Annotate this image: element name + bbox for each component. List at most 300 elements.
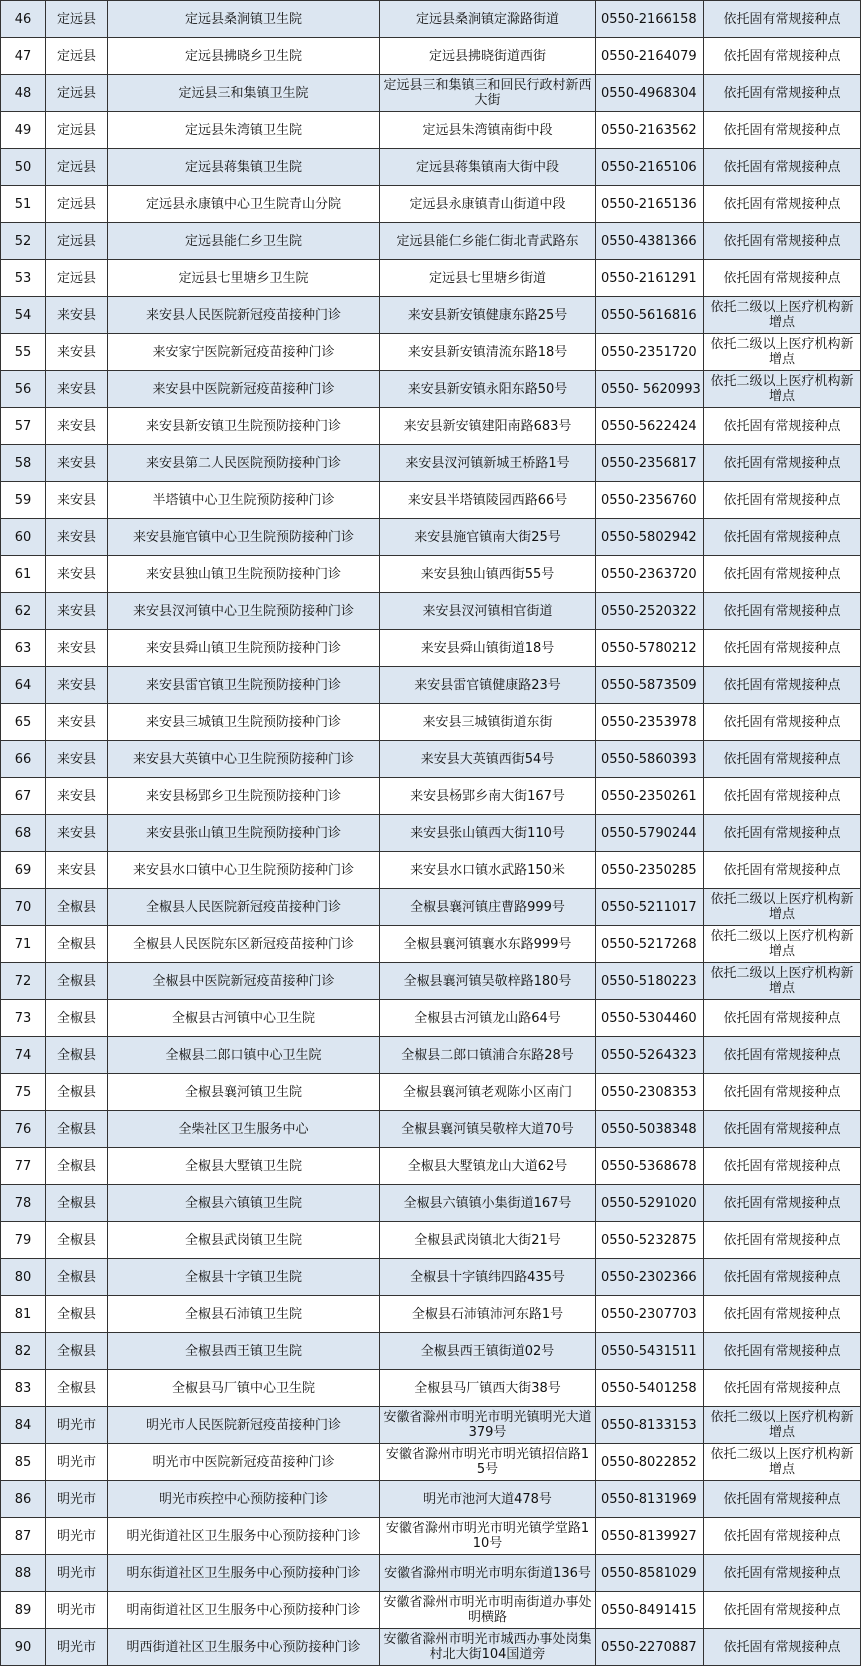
site-type-cell: 依托固有常规接种点 [704,1481,861,1518]
site-type-cell: 依托二级以上医疗机构新增点 [704,926,861,963]
phone-cell: 0550-5211017 [596,889,704,926]
table-row [1,371,861,408]
county-cell: 明光市 [46,1444,108,1481]
site-type-cell: 依托固有常规接种点 [704,704,861,741]
phone-cell: 0550-2308353 [596,1074,704,1111]
address-cell: 定远县永康镇青山街道中段 [380,186,596,223]
site-type-cell: 依托固有常规接种点 [704,1518,861,1555]
address-cell: 安徽省滁州市明光市城西办事处岗集村北大街104国道旁 [380,1629,596,1666]
row-number: 46 [1,1,46,38]
site-type-cell: 依托固有常规接种点 [704,1333,861,1370]
site-type-cell: 依托二级以上医疗机构新增点 [704,334,861,371]
table-row [1,149,861,186]
county-cell: 全椒县 [46,1000,108,1037]
address-cell: 全椒县武岗镇北大街21号 [380,1222,596,1259]
row-number: 71 [1,926,46,963]
site-type-cell: 依托固有常规接种点 [704,112,861,149]
site-type-cell: 依托固有常规接种点 [704,1370,861,1407]
table-row [1,1592,861,1629]
county-cell: 定远县 [46,38,108,75]
site-type-cell: 依托固有常规接种点 [704,815,861,852]
row-number: 63 [1,630,46,667]
address-cell: 来安县新安镇永阳东路50号 [380,371,596,408]
row-number: 55 [1,334,46,371]
site-type-cell: 依托固有常规接种点 [704,1629,861,1666]
county-cell: 全椒县 [46,1222,108,1259]
phone-cell: 0550-5264323 [596,1037,704,1074]
phone-cell: 0550-5802942 [596,519,704,556]
phone-cell: 0550-5616816 [596,297,704,334]
county-cell: 全椒县 [46,1037,108,1074]
site-name-cell: 全椒县十字镇卫生院 [108,1259,380,1296]
county-cell: 全椒县 [46,1259,108,1296]
county-cell: 定远县 [46,75,108,112]
site-type-cell: 依托固有常规接种点 [704,1296,861,1333]
table-row [1,1259,861,1296]
site-name-cell: 定远县桑涧镇卫生院 [108,1,380,38]
county-cell: 定远县 [46,1,108,38]
address-cell: 来安县独山镇西街55号 [380,556,596,593]
phone-cell: 0550-8022852 [596,1444,704,1481]
phone-cell: 0550-4381366 [596,223,704,260]
row-number: 68 [1,815,46,852]
site-name-cell: 全椒县襄河镇卫生院 [108,1074,380,1111]
site-name-cell: 定远县蒋集镇卫生院 [108,149,380,186]
phone-cell: 0550-8139927 [596,1518,704,1555]
address-cell: 全椒县襄河镇吴敬梓大道70号 [380,1111,596,1148]
phone-cell: 0550-5291020 [596,1185,704,1222]
row-number: 61 [1,556,46,593]
county-cell: 来安县 [46,704,108,741]
row-number: 84 [1,1407,46,1444]
address-cell: 定远县能仁乡能仁街北青武路东 [380,223,596,260]
address-cell: 来安县汊河镇新城王桥路1号 [380,445,596,482]
county-cell: 来安县 [46,519,108,556]
row-number: 47 [1,38,46,75]
site-name-cell: 全椒县人民医院东区新冠疫苗接种门诊 [108,926,380,963]
site-type-cell: 依托固有常规接种点 [704,75,861,112]
address-cell: 来安县施官镇南大街25号 [380,519,596,556]
county-cell: 来安县 [46,593,108,630]
row-number: 74 [1,1037,46,1074]
site-type-cell: 依托固有常规接种点 [704,778,861,815]
address-cell: 定远县朱湾镇南街中段 [380,112,596,149]
county-cell: 全椒县 [46,926,108,963]
row-number: 70 [1,889,46,926]
site-type-cell: 依托固有常规接种点 [704,445,861,482]
county-cell: 来安县 [46,741,108,778]
county-cell: 定远县 [46,223,108,260]
site-name-cell: 来安县舜山镇卫生院预防接种门诊 [108,630,380,667]
table-row [1,1481,861,1518]
site-type-cell: 依托固有常规接种点 [704,149,861,186]
site-type-cell: 依托固有常规接种点 [704,1037,861,1074]
table-row [1,704,861,741]
address-cell: 全椒县襄河镇襄水东路999号 [380,926,596,963]
row-number: 85 [1,1444,46,1481]
address-cell: 全椒县十字镇纬四路435号 [380,1259,596,1296]
address-cell: 全椒县古河镇龙山路64号 [380,1000,596,1037]
table-row [1,815,861,852]
table-row [1,556,861,593]
address-cell: 全椒县襄河镇庄曹路999号 [380,889,596,926]
county-cell: 明光市 [46,1555,108,1592]
row-number: 58 [1,445,46,482]
phone-cell: 0550-2163562 [596,112,704,149]
site-type-cell: 依托固有常规接种点 [704,1000,861,1037]
site-name-cell: 来安家宁医院新冠疫苗接种门诊 [108,334,380,371]
site-name-cell: 来安县第二人民医院预防接种门诊 [108,445,380,482]
table-row [1,630,861,667]
phone-cell: 0550-5790244 [596,815,704,852]
site-type-cell: 依托固有常规接种点 [704,38,861,75]
county-cell: 明光市 [46,1592,108,1629]
address-cell: 安徽省滁州市明光市明光镇学堂路110号 [380,1518,596,1555]
site-name-cell: 来安县水口镇中心卫生院预防接种门诊 [108,852,380,889]
county-cell: 定远县 [46,112,108,149]
address-cell: 全椒县六镇镇小集街道167号 [380,1185,596,1222]
county-cell: 全椒县 [46,963,108,1000]
table-row [1,1222,861,1259]
site-name-cell: 全椒县大墅镇卫生院 [108,1148,380,1185]
site-type-cell: 依托固有常规接种点 [704,1259,861,1296]
table-row [1,1444,861,1481]
address-cell: 全椒县襄河镇老观陈小区南门 [380,1074,596,1111]
phone-cell: 0550-5401258 [596,1370,704,1407]
site-type-cell: 依托固有常规接种点 [704,1222,861,1259]
table-row [1,1555,861,1592]
site-type-cell: 依托二级以上医疗机构新增点 [704,1407,861,1444]
site-type-cell: 依托固有常规接种点 [704,556,861,593]
site-name-cell: 明光市人民医院新冠疫苗接种门诊 [108,1407,380,1444]
table-row [1,926,861,963]
address-cell: 定远县拂晓街道西街 [380,38,596,75]
site-name-cell: 来安县张山镇卫生院预防接种门诊 [108,815,380,852]
site-name-cell: 明西街道社区卫生服务中心预防接种门诊 [108,1629,380,1666]
row-number: 89 [1,1592,46,1629]
county-cell: 全椒县 [46,1370,108,1407]
site-name-cell: 明光市中医院新冠疫苗接种门诊 [108,1444,380,1481]
site-type-cell: 依托固有常规接种点 [704,1555,861,1592]
county-cell: 全椒县 [46,1333,108,1370]
address-cell: 定远县桑涧镇定滁路街道 [380,1,596,38]
county-cell: 来安县 [46,556,108,593]
address-cell: 来安县汊河镇相官街道 [380,593,596,630]
site-name-cell: 定远县三和集镇卫生院 [108,75,380,112]
phone-cell: 0550-2307703 [596,1296,704,1333]
site-name-cell: 全椒县武岗镇卫生院 [108,1222,380,1259]
table-row [1,260,861,297]
county-cell: 来安县 [46,778,108,815]
site-type-cell: 依托固有常规接种点 [704,593,861,630]
table-row [1,445,861,482]
county-cell: 明光市 [46,1518,108,1555]
site-type-cell: 依托二级以上医疗机构新增点 [704,371,861,408]
table-row [1,667,861,704]
row-number: 72 [1,963,46,1000]
phone-cell: 0550-2270887 [596,1629,704,1666]
table-row [1,778,861,815]
row-number: 65 [1,704,46,741]
address-cell: 全椒县西王镇街道02号 [380,1333,596,1370]
site-type-cell: 依托固有常规接种点 [704,667,861,704]
site-name-cell: 全椒县马厂镇中心卫生院 [108,1370,380,1407]
address-cell: 来安县半塔镇陵园西路66号 [380,482,596,519]
site-name-cell: 全柴社区卫生服务中心 [108,1111,380,1148]
row-number: 56 [1,371,46,408]
county-cell: 全椒县 [46,1148,108,1185]
phone-cell: 0550-8581029 [596,1555,704,1592]
address-cell: 安徽省滁州市明光市明东街道136号 [380,1555,596,1592]
site-type-cell: 依托二级以上医疗机构新增点 [704,963,861,1000]
table-row [1,482,861,519]
site-name-cell: 来安县杨郢乡卫生院预防接种门诊 [108,778,380,815]
table-row [1,1629,861,1666]
table-row [1,889,861,926]
phone-cell: 0550-2520322 [596,593,704,630]
address-cell: 明光市池河大道478号 [380,1481,596,1518]
phone-cell: 0550-2356817 [596,445,704,482]
phone-cell: 0550-8491415 [596,1592,704,1629]
county-cell: 来安县 [46,334,108,371]
table-row [1,408,861,445]
table-row [1,1037,861,1074]
row-number: 69 [1,852,46,889]
site-name-cell: 明南街道社区卫生服务中心预防接种门诊 [108,1592,380,1629]
phone-cell: 0550-5431511 [596,1333,704,1370]
table-row [1,112,861,149]
address-cell: 来安县舜山镇街道18号 [380,630,596,667]
site-name-cell: 定远县拂晓乡卫生院 [108,38,380,75]
county-cell: 明光市 [46,1629,108,1666]
row-number: 77 [1,1148,46,1185]
site-name-cell: 来安县三城镇卫生院预防接种门诊 [108,704,380,741]
phone-cell: 0550-5180223 [596,963,704,1000]
phone-cell: 0550-5780212 [596,630,704,667]
row-number: 73 [1,1000,46,1037]
site-name-cell: 定远县朱湾镇卫生院 [108,112,380,149]
phone-cell: 0550-2164079 [596,38,704,75]
site-type-cell: 依托固有常规接种点 [704,1111,861,1148]
address-cell: 来安县杨郢乡南大街167号 [380,778,596,815]
table-row [1,741,861,778]
address-cell: 全椒县襄河镇吴敬梓路180号 [380,963,596,1000]
table-row [1,593,861,630]
address-cell: 定远县三和集镇三和回民行政村新西大街 [380,75,596,112]
address-cell: 全椒县大墅镇龙山大道62号 [380,1148,596,1185]
address-cell: 来安县新安镇清流东路18号 [380,334,596,371]
phone-cell: 0550-2351720 [596,334,704,371]
phone-cell: 0550-2350261 [596,778,704,815]
table-row [1,1148,861,1185]
row-number: 51 [1,186,46,223]
phone-cell: 0550-5038348 [596,1111,704,1148]
phone-cell: 0550-5232875 [596,1222,704,1259]
site-name-cell: 来安县雷官镇卫生院预防接种门诊 [108,667,380,704]
site-name-cell: 明光市疾控中心预防接种门诊 [108,1481,380,1518]
row-number: 82 [1,1333,46,1370]
row-number: 88 [1,1555,46,1592]
address-cell: 来安县三城镇街道东街 [380,704,596,741]
address-cell: 定远县蒋集镇南大街中段 [380,149,596,186]
row-number: 81 [1,1296,46,1333]
site-name-cell: 来安县独山镇卫生院预防接种门诊 [108,556,380,593]
address-cell: 安徽省滁州市明光市明南街道办事处明横路 [380,1592,596,1629]
row-number: 49 [1,112,46,149]
row-number: 78 [1,1185,46,1222]
site-type-cell: 依托固有常规接种点 [704,482,861,519]
site-name-cell: 来安县大英镇中心卫生院预防接种门诊 [108,741,380,778]
table-row [1,297,861,334]
site-type-cell: 依托固有常规接种点 [704,1592,861,1629]
phone-cell: 0550-8131969 [596,1481,704,1518]
address-cell: 全椒县二郎口镇浦合东路28号 [380,1037,596,1074]
address-cell: 安徽省滁州市明光市明光镇明光大道379号 [380,1407,596,1444]
site-type-cell: 依托固有常规接种点 [704,630,861,667]
site-type-cell: 依托二级以上医疗机构新增点 [704,889,861,926]
site-name-cell: 全椒县西王镇卫生院 [108,1333,380,1370]
site-type-cell: 依托固有常规接种点 [704,519,861,556]
table-row [1,223,861,260]
table-row [1,519,861,556]
site-type-cell: 依托固有常规接种点 [704,741,861,778]
site-name-cell: 来安县施官镇中心卫生院预防接种门诊 [108,519,380,556]
row-number: 64 [1,667,46,704]
site-name-cell: 全椒县中医院新冠疫苗接种门诊 [108,963,380,1000]
phone-cell: 0550-2165106 [596,149,704,186]
table-row [1,75,861,112]
county-cell: 来安县 [46,445,108,482]
county-cell: 明光市 [46,1481,108,1518]
address-cell: 定远县七里塘乡街道 [380,260,596,297]
site-type-cell: 依托二级以上医疗机构新增点 [704,297,861,334]
phone-cell: 0550-8133153 [596,1407,704,1444]
table-row [1,1333,861,1370]
table-row [1,334,861,371]
phone-cell: 0550-4968304 [596,75,704,112]
phone-cell: 0550-5873509 [596,667,704,704]
site-type-cell: 依托固有常规接种点 [704,1148,861,1185]
row-number: 86 [1,1481,46,1518]
row-number: 75 [1,1074,46,1111]
county-cell: 定远县 [46,149,108,186]
site-type-cell: 依托固有常规接种点 [704,260,861,297]
county-cell: 来安县 [46,852,108,889]
row-number: 62 [1,593,46,630]
site-name-cell: 定远县七里塘乡卫生院 [108,260,380,297]
address-cell: 全椒县马厂镇西大街38号 [380,1370,596,1407]
site-name-cell: 全椒县石沛镇卫生院 [108,1296,380,1333]
county-cell: 全椒县 [46,1185,108,1222]
phone-cell: 0550-2356760 [596,482,704,519]
table-row [1,1111,861,1148]
address-cell: 来安县雷官镇健康路23号 [380,667,596,704]
row-number: 66 [1,741,46,778]
phone-cell: 0550- 5620993 [596,371,704,408]
row-number: 60 [1,519,46,556]
site-name-cell: 全椒县人民医院新冠疫苗接种门诊 [108,889,380,926]
address-cell: 来安县张山镇西大街110号 [380,815,596,852]
county-cell: 明光市 [46,1407,108,1444]
site-name-cell: 明光街道社区卫生服务中心预防接种门诊 [108,1518,380,1555]
table-row [1,1518,861,1555]
phone-cell: 0550-2302366 [596,1259,704,1296]
phone-cell: 0550-2161291 [596,260,704,297]
table-row [1,1000,861,1037]
site-name-cell: 定远县能仁乡卫生院 [108,223,380,260]
row-number: 54 [1,297,46,334]
table-row [1,852,861,889]
site-name-cell: 来安县人民医院新冠疫苗接种门诊 [108,297,380,334]
table-row [1,1296,861,1333]
site-type-cell: 依托固有常规接种点 [704,408,861,445]
table-row [1,1,861,38]
row-number: 50 [1,149,46,186]
site-type-cell: 依托固有常规接种点 [704,1,861,38]
table-row [1,38,861,75]
site-type-cell: 依托固有常规接种点 [704,1074,861,1111]
row-number: 83 [1,1370,46,1407]
address-cell: 来安县新安镇建阳南路683号 [380,408,596,445]
site-type-cell: 依托固有常规接种点 [704,186,861,223]
site-name-cell: 全椒县二郎口镇中心卫生院 [108,1037,380,1074]
table-row [1,186,861,223]
phone-cell: 0550-2363720 [596,556,704,593]
address-cell: 安徽省滁州市明光市明光镇招信路15号 [380,1444,596,1481]
phone-cell: 0550-2353978 [596,704,704,741]
row-number: 67 [1,778,46,815]
address-cell: 来安县新安镇健康东路25号 [380,297,596,334]
row-number: 57 [1,408,46,445]
county-cell: 来安县 [46,815,108,852]
address-cell: 来安县大英镇西街54号 [380,741,596,778]
county-cell: 来安县 [46,667,108,704]
county-cell: 定远县 [46,260,108,297]
phone-cell: 0550-5304460 [596,1000,704,1037]
row-number: 90 [1,1629,46,1666]
county-cell: 来安县 [46,482,108,519]
site-type-cell: 依托固有常规接种点 [704,1185,861,1222]
row-number: 80 [1,1259,46,1296]
site-name-cell: 来安县新安镇卫生院预防接种门诊 [108,408,380,445]
row-number: 87 [1,1518,46,1555]
phone-cell: 0550-5860393 [596,741,704,778]
table-row [1,1185,861,1222]
site-name-cell: 全椒县六镇镇卫生院 [108,1185,380,1222]
county-cell: 定远县 [46,186,108,223]
county-cell: 全椒县 [46,889,108,926]
site-type-cell: 依托固有常规接种点 [704,223,861,260]
county-cell: 全椒县 [46,1296,108,1333]
address-cell: 来安县水口镇水武路150米 [380,852,596,889]
site-name-cell: 全椒县古河镇中心卫生院 [108,1000,380,1037]
table-row [1,963,861,1000]
county-cell: 全椒县 [46,1074,108,1111]
site-name-cell: 来安县中医院新冠疫苗接种门诊 [108,371,380,408]
phone-cell: 0550-2165136 [596,186,704,223]
site-type-cell: 依托二级以上医疗机构新增点 [704,1444,861,1481]
site-name-cell: 来安县汊河镇中心卫生院预防接种门诊 [108,593,380,630]
table-row [1,1370,861,1407]
row-number: 59 [1,482,46,519]
address-cell: 全椒县石沛镇沛河东路1号 [380,1296,596,1333]
site-name-cell: 半塔镇中心卫生院预防接种门诊 [108,482,380,519]
site-name-cell: 明东街道社区卫生服务中心预防接种门诊 [108,1555,380,1592]
table-body [1,1,861,1666]
row-number: 52 [1,223,46,260]
county-cell: 来安县 [46,408,108,445]
county-cell: 全椒县 [46,1111,108,1148]
